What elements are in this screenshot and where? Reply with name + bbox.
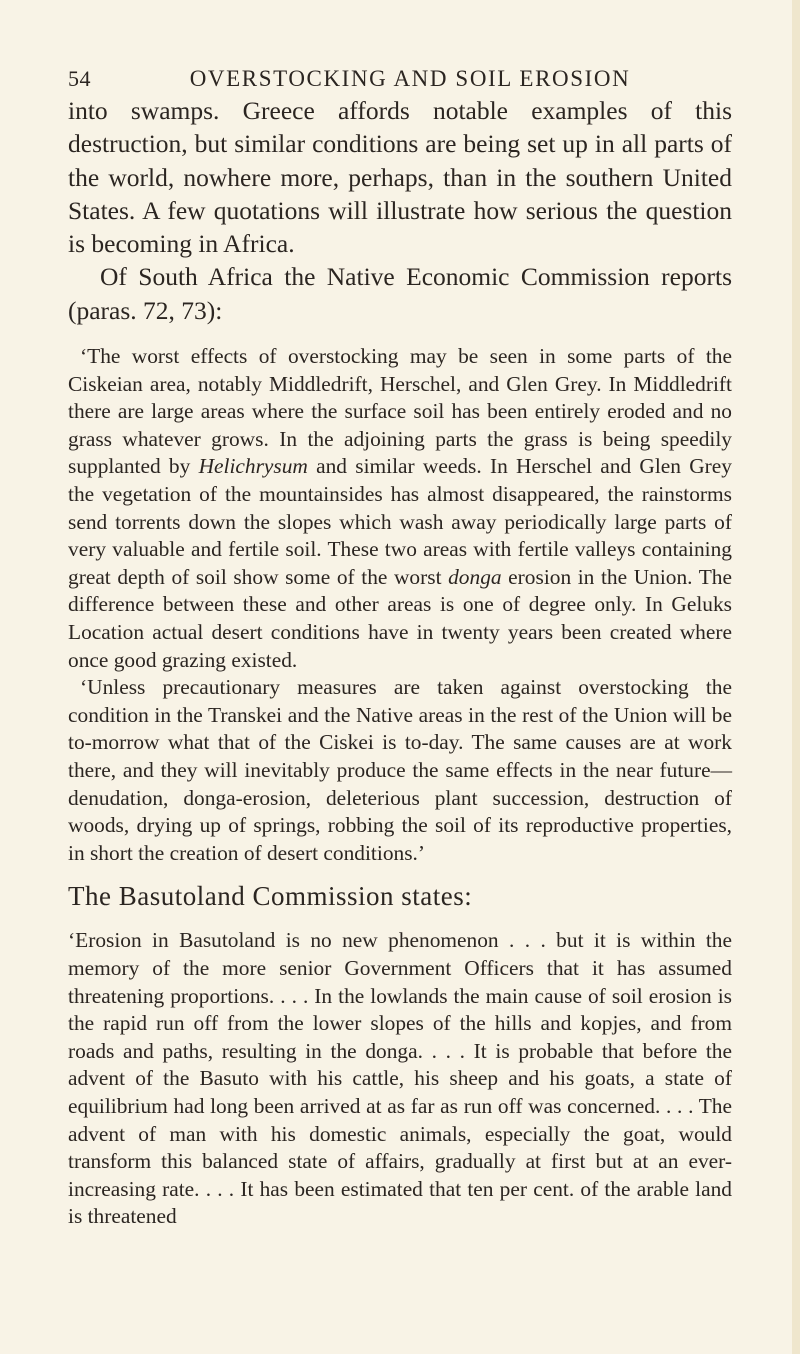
quote-ciskei: [68, 343, 732, 674]
section-heading: The Basutoland Commission states:: [68, 881, 473, 912]
quote-ciskei-part1: ‘The worst effects of overstocking may be seen in some parts of the Ciskeian area, notably Middledrift, Herschel, and Glen Grey. In Middledrift there are large areas where the surface soil has been entirely eroded and no grass whatever grows. In the adjoining parts the grass is being speedily supplanted by: [68, 344, 732, 479]
quote-ciskei-part3: erosion in the Union. The difference between these and other areas is one of degree only. In Geluks Location actual desert conditions have in twenty years been created where once good grazing existed.: [68, 564, 732, 672]
page-number: 54: [68, 66, 91, 91]
quote-basutoland: ‘Erosion in Basutoland is no new phenomenon . . . but it is within the memory of the more senior Government Officers that it has assumed threatening proportions. . . . In the lowlands the main cause of soil erosion is the rapid run off from the lower slopes of the hills and kopjes, and from roads and paths, resulting in the donga. . . . It is probable that before the advent of the Basuto with his cattle, his sheep and his goats, a state of equilibrium had long been arrived at as far as run off was concerned. . . . The advent of man with his domestic animals, especially the goat, would transform this balanced state of affairs, gradually at first but at an ever-increasing rate. . . . It has been estimated that ten per cent. of the arable land is threatened: [68, 928, 732, 1229]
page-edge: [792, 0, 800, 1354]
quote-ciskei-italic-helichrysum: Helichrysum: [198, 454, 308, 479]
quote-ciskei-italic-donga: donga: [448, 564, 502, 589]
running-head: OVERSTOCKING AND SOIL EROSION: [189, 66, 631, 91]
body-text: [68, 94, 732, 1231]
page-header: [68, 66, 728, 96]
quote-transkei: ‘Unless precautionary measures are taken against overstocking the condition in the Transkei and the Native areas in the rest of the Union will be to-morrow what that of the Ciskei is to-day. The same causes are at work there, and they will inevitably produce the same effects in the near future—denudation, donga-erosion, deleterious plant succession, destruction of woods, drying up of springs, robbing the soil of its reproductive properties, in short the creation of desert conditions.’: [68, 675, 732, 865]
paragraph-south-africa: Of South Africa the Native Economic Commission reports (paras. 72, 73):: [68, 262, 732, 325]
quote-ciskei-part2: and similar weeds. In Herschel and Glen Grey the vegetation of the mountainsides has almost disappeared, the rainstorms send torrents down the slopes which wash away periodically large parts of very valuable and fertile soil. These two areas with fertile valleys containing great depth of soil show some of the worst: [68, 454, 732, 589]
paragraph-intro: into swamps. Greece affords notable examples of this destruction, but similar conditions are being set up in all parts of the world, nowhere more, perhaps, than in the southern United States. A few quotations will illustrate how serious the question is becoming in Africa.: [68, 96, 732, 259]
